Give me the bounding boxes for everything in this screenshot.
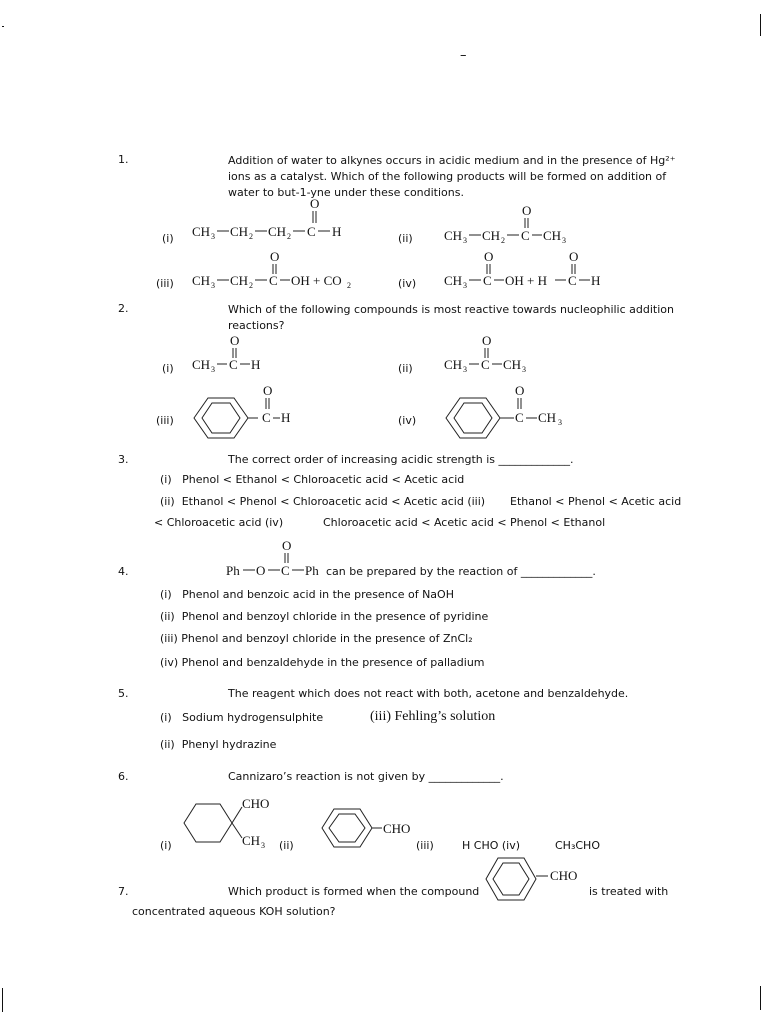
svg-text:CH: CH [543, 228, 562, 243]
structure-butanal [192, 196, 362, 241]
svg-text:CH: CH [538, 410, 557, 425]
option-iv: Chloroacetic acid < Acetic acid < Phenol < Ethanol [323, 516, 606, 529]
structure-benzaldehyde-ring [320, 806, 430, 854]
option-ii: (ii) Phenol and benzoyl chloride in the presence of pyridine [160, 610, 489, 623]
structure-acetaldehyde [192, 333, 272, 375]
option-label: (ii) [279, 839, 294, 852]
cho-label: CHO [242, 796, 270, 811]
svg-text:2: 2 [287, 232, 291, 241]
svg-text:CH: CH [444, 357, 463, 372]
option-i: (i) Phenol and benzoic acid in the presence of NaOH [160, 588, 454, 601]
question-stem: Which of the following compounds is most reactive towards nucleophilic addition reactions? [228, 303, 674, 332]
svg-text:3: 3 [211, 232, 215, 241]
structure-benzaldehyde-q7 [484, 852, 594, 906]
svg-text:C: C [515, 410, 524, 425]
svg-text:O: O [515, 383, 525, 398]
cho-label: CHO [383, 821, 411, 836]
structure-methylcyclohexanecarbaldehyde [182, 796, 292, 850]
svg-text:O: O [569, 249, 579, 264]
svg-text:H: H [591, 273, 601, 288]
page-edge-mark [760, 986, 761, 1010]
option-iii: (iii) Fehling’s solution [370, 709, 496, 724]
option-label: (i) [162, 232, 174, 245]
svg-text:C: C [281, 563, 290, 578]
svg-text:CH: CH [192, 224, 211, 239]
option-label: (iii) [156, 277, 174, 290]
svg-text:CH: CH [192, 273, 211, 288]
svg-text:C: C [269, 273, 278, 288]
svg-text:C: C [521, 228, 530, 243]
svg-text:H: H [251, 357, 261, 372]
svg-text:3: 3 [211, 281, 215, 290]
option-label: (iii) [416, 839, 434, 852]
option-i: (i) Sodium hydrogensulphite [160, 711, 324, 724]
svg-text:3: 3 [522, 365, 526, 374]
structure-acetic-acid-formaldehyde [444, 249, 614, 291]
svg-text:Ph: Ph [226, 563, 240, 578]
option-label: (ii) [398, 232, 413, 245]
structure-propanoic-acid-co2 [192, 249, 372, 291]
svg-text:CH: CH [230, 224, 249, 239]
svg-text:2: 2 [347, 281, 351, 290]
svg-text:O: O [282, 538, 292, 553]
svg-text:O: O [484, 249, 494, 264]
question-stem-continued: concentrated aqueous KOH solution? [132, 905, 336, 918]
question-number: 6. [118, 770, 129, 783]
svg-text:OH + CO: OH + CO [291, 273, 342, 288]
question-stem: can be prepared by the reaction of _____________. [326, 565, 596, 578]
option-iii: H CHO (iv) [462, 839, 521, 852]
page-edge-mark [2, 26, 4, 27]
svg-text:CH: CH [268, 224, 287, 239]
question-stem: The correct order of increasing acidic strength is _____________. [228, 453, 574, 466]
svg-text:H: H [332, 224, 342, 239]
option-ii: (ii) Ethanol < Phenol < Chloroacetic acid < Acetic acid (iii) [160, 495, 486, 508]
svg-text:H: H [281, 410, 291, 425]
svg-text:C: C [481, 357, 490, 372]
structure-acetophenone [442, 384, 582, 440]
svg-text:CH: CH [230, 273, 249, 288]
ch3-label: CH [242, 833, 261, 848]
option-iii-continued: < Chloroacetic acid (iv) [154, 516, 284, 529]
question-stem: The reagent which does not react with both, acetone and benzaldehyde. [228, 687, 629, 700]
question-stem: Addition of water to alkynes occurs in acidic medium and in the presence of Hg²⁺ ions as a catalyst. Which of the following products will be formed on addition of water to but-1-yne under these conditions. [228, 154, 676, 199]
structure-butanone [444, 204, 584, 244]
option-iv: CH₃CHO [555, 839, 600, 852]
svg-text:3: 3 [261, 841, 265, 850]
question-number: 4. [118, 565, 129, 578]
option-label: (iv) [398, 414, 417, 427]
option-iii: Ethanol < Phenol < Acetic acid [510, 495, 682, 508]
page-edge-mark [2, 988, 3, 1012]
option-ii: (ii) Phenyl hydrazine [160, 738, 277, 751]
option-label: (i) [160, 839, 172, 852]
svg-text:O: O [522, 203, 532, 218]
svg-text:O: O [230, 333, 240, 348]
option-label: (iii) [156, 414, 174, 427]
svg-text:CH: CH [503, 357, 522, 372]
question-number: 3. [118, 453, 129, 466]
question-stem: Cannizaro’s reaction is not given by _____________. [228, 770, 504, 783]
question-number: 7. [118, 885, 129, 898]
structure-benzaldehyde [190, 384, 310, 440]
svg-text:Ph: Ph [305, 563, 319, 578]
question-number: 1. [118, 153, 129, 166]
svg-text:3: 3 [463, 365, 467, 374]
option-label: (iv) [398, 277, 417, 290]
svg-text:3: 3 [211, 365, 215, 374]
svg-text:3: 3 [463, 281, 467, 290]
option-iv: (iv) Phenol and benzaldehyde in the presence of palladium [160, 656, 485, 669]
question-stem: Which product is formed when the compound [228, 885, 480, 898]
svg-text:O: O [270, 249, 280, 264]
svg-text:C: C [483, 273, 492, 288]
svg-text:O: O [482, 333, 492, 348]
svg-text:O: O [256, 563, 266, 578]
svg-text:2: 2 [249, 232, 253, 241]
svg-text:CH: CH [444, 273, 463, 288]
svg-text:OH + H: OH + H [505, 273, 547, 288]
svg-text:2: 2 [501, 236, 505, 245]
question-number: 5. [118, 687, 129, 700]
question-number: 2. [118, 302, 129, 315]
svg-text:C: C [568, 273, 577, 288]
page-edge-mark [760, 14, 761, 36]
structure-acetone [444, 333, 544, 375]
top-dash: – [460, 48, 467, 63]
question-stem-continued: is treated with [589, 885, 669, 898]
structure-phenyl-benzoate [226, 538, 330, 580]
svg-text:CH: CH [444, 228, 463, 243]
option-iii: (iii) Phenol and benzoyl chloride in the presence of ZnCl₂ [160, 632, 473, 645]
cho-label: CHO [550, 868, 578, 883]
svg-text:C: C [229, 357, 238, 372]
option-label: (i) [162, 362, 174, 375]
svg-text:3: 3 [558, 418, 562, 427]
svg-text:O: O [263, 383, 273, 398]
svg-text:O: O [310, 196, 320, 211]
svg-text:3: 3 [562, 236, 566, 245]
svg-text:C: C [307, 224, 316, 239]
svg-text:C: C [262, 410, 271, 425]
svg-text:CH: CH [192, 357, 211, 372]
option-i: (i) Phenol < Ethanol < Chloroacetic acid < Acetic acid [160, 473, 465, 486]
svg-text:2: 2 [249, 281, 253, 290]
svg-text:3: 3 [463, 236, 467, 245]
option-label: (ii) [398, 362, 413, 375]
svg-text:CH: CH [482, 228, 501, 243]
